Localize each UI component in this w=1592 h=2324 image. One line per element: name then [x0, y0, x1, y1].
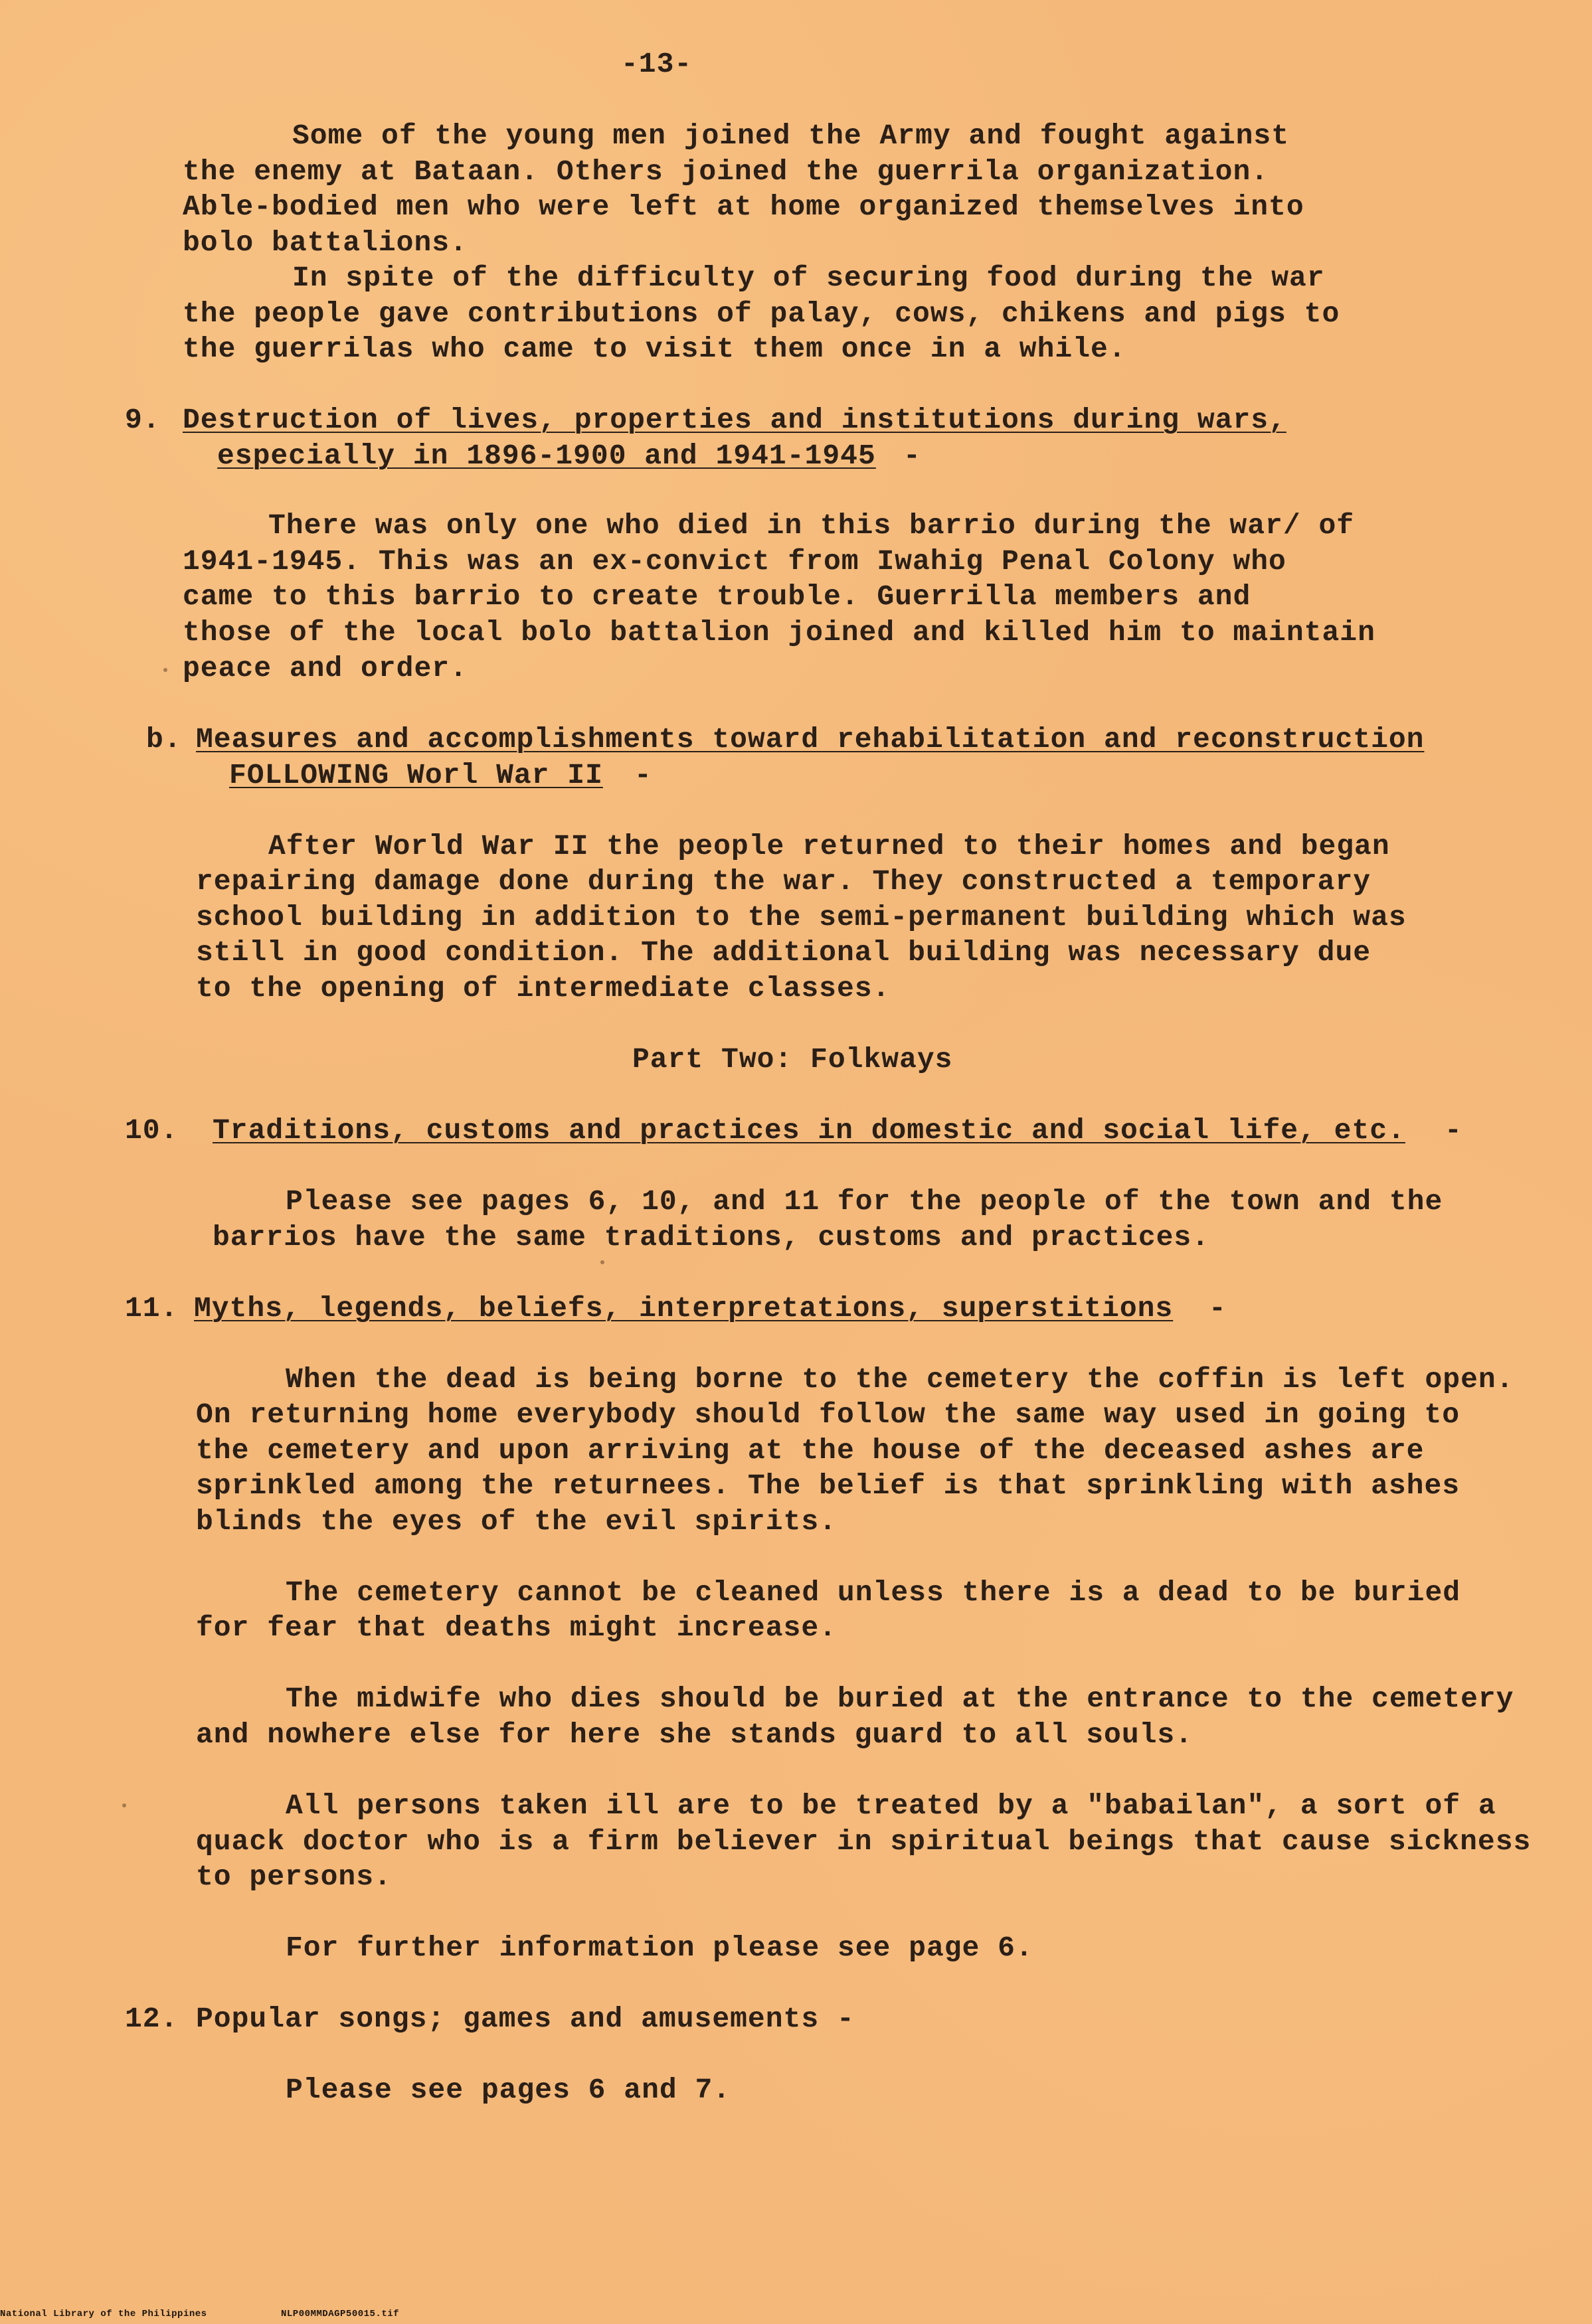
paragraph-line: For further information please see page 6.: [286, 1932, 1033, 1964]
paragraph-line: 1941-1945. This was an ex-convict from Iwahig Penal Colony who: [183, 545, 1286, 578]
paragraph-line: the guerrilas who came to visit them once in a while.: [183, 333, 1126, 365]
heading-dash: -: [1209, 1292, 1227, 1325]
paragraph-line: When the dead is being borne to the cemetery the coffin is left open.: [286, 1363, 1514, 1396]
section-number: 10.: [125, 1114, 179, 1147]
heading-dash: -: [634, 759, 652, 791]
section-heading: Myths, legends, beliefs, interpretations, superstitions: [194, 1292, 1174, 1325]
paragraph-line: school building in addition to the semi-permanent building which was: [196, 901, 1407, 934]
paragraph-line: the cemetery and upon arriving at the house of the deceased ashes are: [196, 1434, 1425, 1467]
paragraph-line: Able-bodied men who were left at home organized themselves into: [183, 191, 1304, 223]
paragraph-line: came to this barrio to create trouble. Guerrilla members and: [183, 580, 1251, 613]
paragraph-line: the people gave contributions of palay, cows, chikens and pigs to: [183, 297, 1340, 330]
paragraph-line: blinds the eyes of the evil spirits.: [196, 1505, 837, 1538]
page-speck: [600, 1260, 604, 1264]
footer-file-name: NLP00MMDAGP50015.tif: [281, 2309, 400, 2319]
heading-dash: -: [903, 440, 921, 472]
section-number: 11.: [125, 1292, 179, 1325]
section-heading: FOLLOWING Worl War II: [229, 759, 603, 791]
paragraph-line: and nowhere else for here she stands guard to all souls.: [196, 1718, 1194, 1751]
paragraph-line: After World War II the people returned to their homes and began: [268, 830, 1390, 863]
paragraph-line: still in good condition. The additional building was necessary due: [196, 936, 1371, 969]
paragraph-line: barrios have the same traditions, customs and practices.: [213, 1221, 1210, 1254]
heading-dash: -: [1445, 1114, 1462, 1147]
paragraph-line: bolo battalions.: [183, 226, 468, 259]
paragraph-line: All persons taken ill are to be treated by a "babailan", a sort of a: [286, 1789, 1496, 1822]
section-heading: Destruction of lives, properties and institutions during wars,: [183, 404, 1286, 436]
section-heading: especially in 1896-1900 and 1941-1945: [217, 440, 876, 472]
footer-library-name: National Library of the Philippines: [0, 2309, 207, 2319]
paragraph-line: In spite of the difficulty of securing food during the war: [292, 262, 1325, 294]
paragraph-line: There was only one who died in this barrio during the war/ of: [268, 509, 1355, 542]
paragraph-line: for fear that deaths might increase.: [196, 1612, 837, 1644]
page-number: -13-: [621, 48, 693, 80]
paragraph-line: sprinkled among the returnees. The belief is that sprinkling with ashes: [196, 1469, 1460, 1502]
section-number: b.: [146, 723, 182, 756]
section-heading: Popular songs; games and amusements -: [196, 2003, 855, 2035]
paragraph-line: the enemy at Bataan. Others joined the guerrila organization.: [183, 155, 1269, 188]
section-heading: Measures and accomplishments toward rehabilitation and reconstruction: [196, 723, 1425, 756]
paragraph-line: to the opening of intermediate classes.: [196, 972, 891, 1005]
paragraph-line: The midwife who dies should be buried at the entrance to the cemetery: [286, 1683, 1514, 1715]
section-heading: Traditions, customs and practices in domestic and social life, etc.: [213, 1114, 1405, 1147]
paragraph-line: peace and order.: [183, 652, 468, 685]
paragraph-line: Some of the young men joined the Army and fought against: [292, 120, 1290, 152]
paragraph-line: The cemetery cannot be cleaned unless there is a dead to be buried: [286, 1576, 1461, 1609]
section-number: 12.: [125, 2003, 179, 2035]
paragraph-line: to persons.: [196, 1861, 392, 1893]
paragraph-line: Please see pages 6 and 7.: [286, 2074, 731, 2106]
paragraph-line: those of the local bolo battalion joined and killed him to maintain: [183, 616, 1375, 649]
page-speck: [163, 668, 167, 672]
paragraph-line: quack doctor who is a firm believer in spiritual beings that cause sickness: [196, 1825, 1532, 1858]
paragraph-line: Please see pages 6, 10, and 11 for the people of the town and the: [286, 1185, 1443, 1218]
paragraph-line: repairing damage done during the war. They constructed a temporary: [196, 865, 1371, 898]
part-title: Part Two: Folkways: [632, 1043, 953, 1076]
section-number: 9.: [125, 404, 161, 436]
paragraph-line: On returning home everybody should follow the same way used in going to: [196, 1398, 1460, 1431]
page-speck: [122, 1803, 126, 1807]
